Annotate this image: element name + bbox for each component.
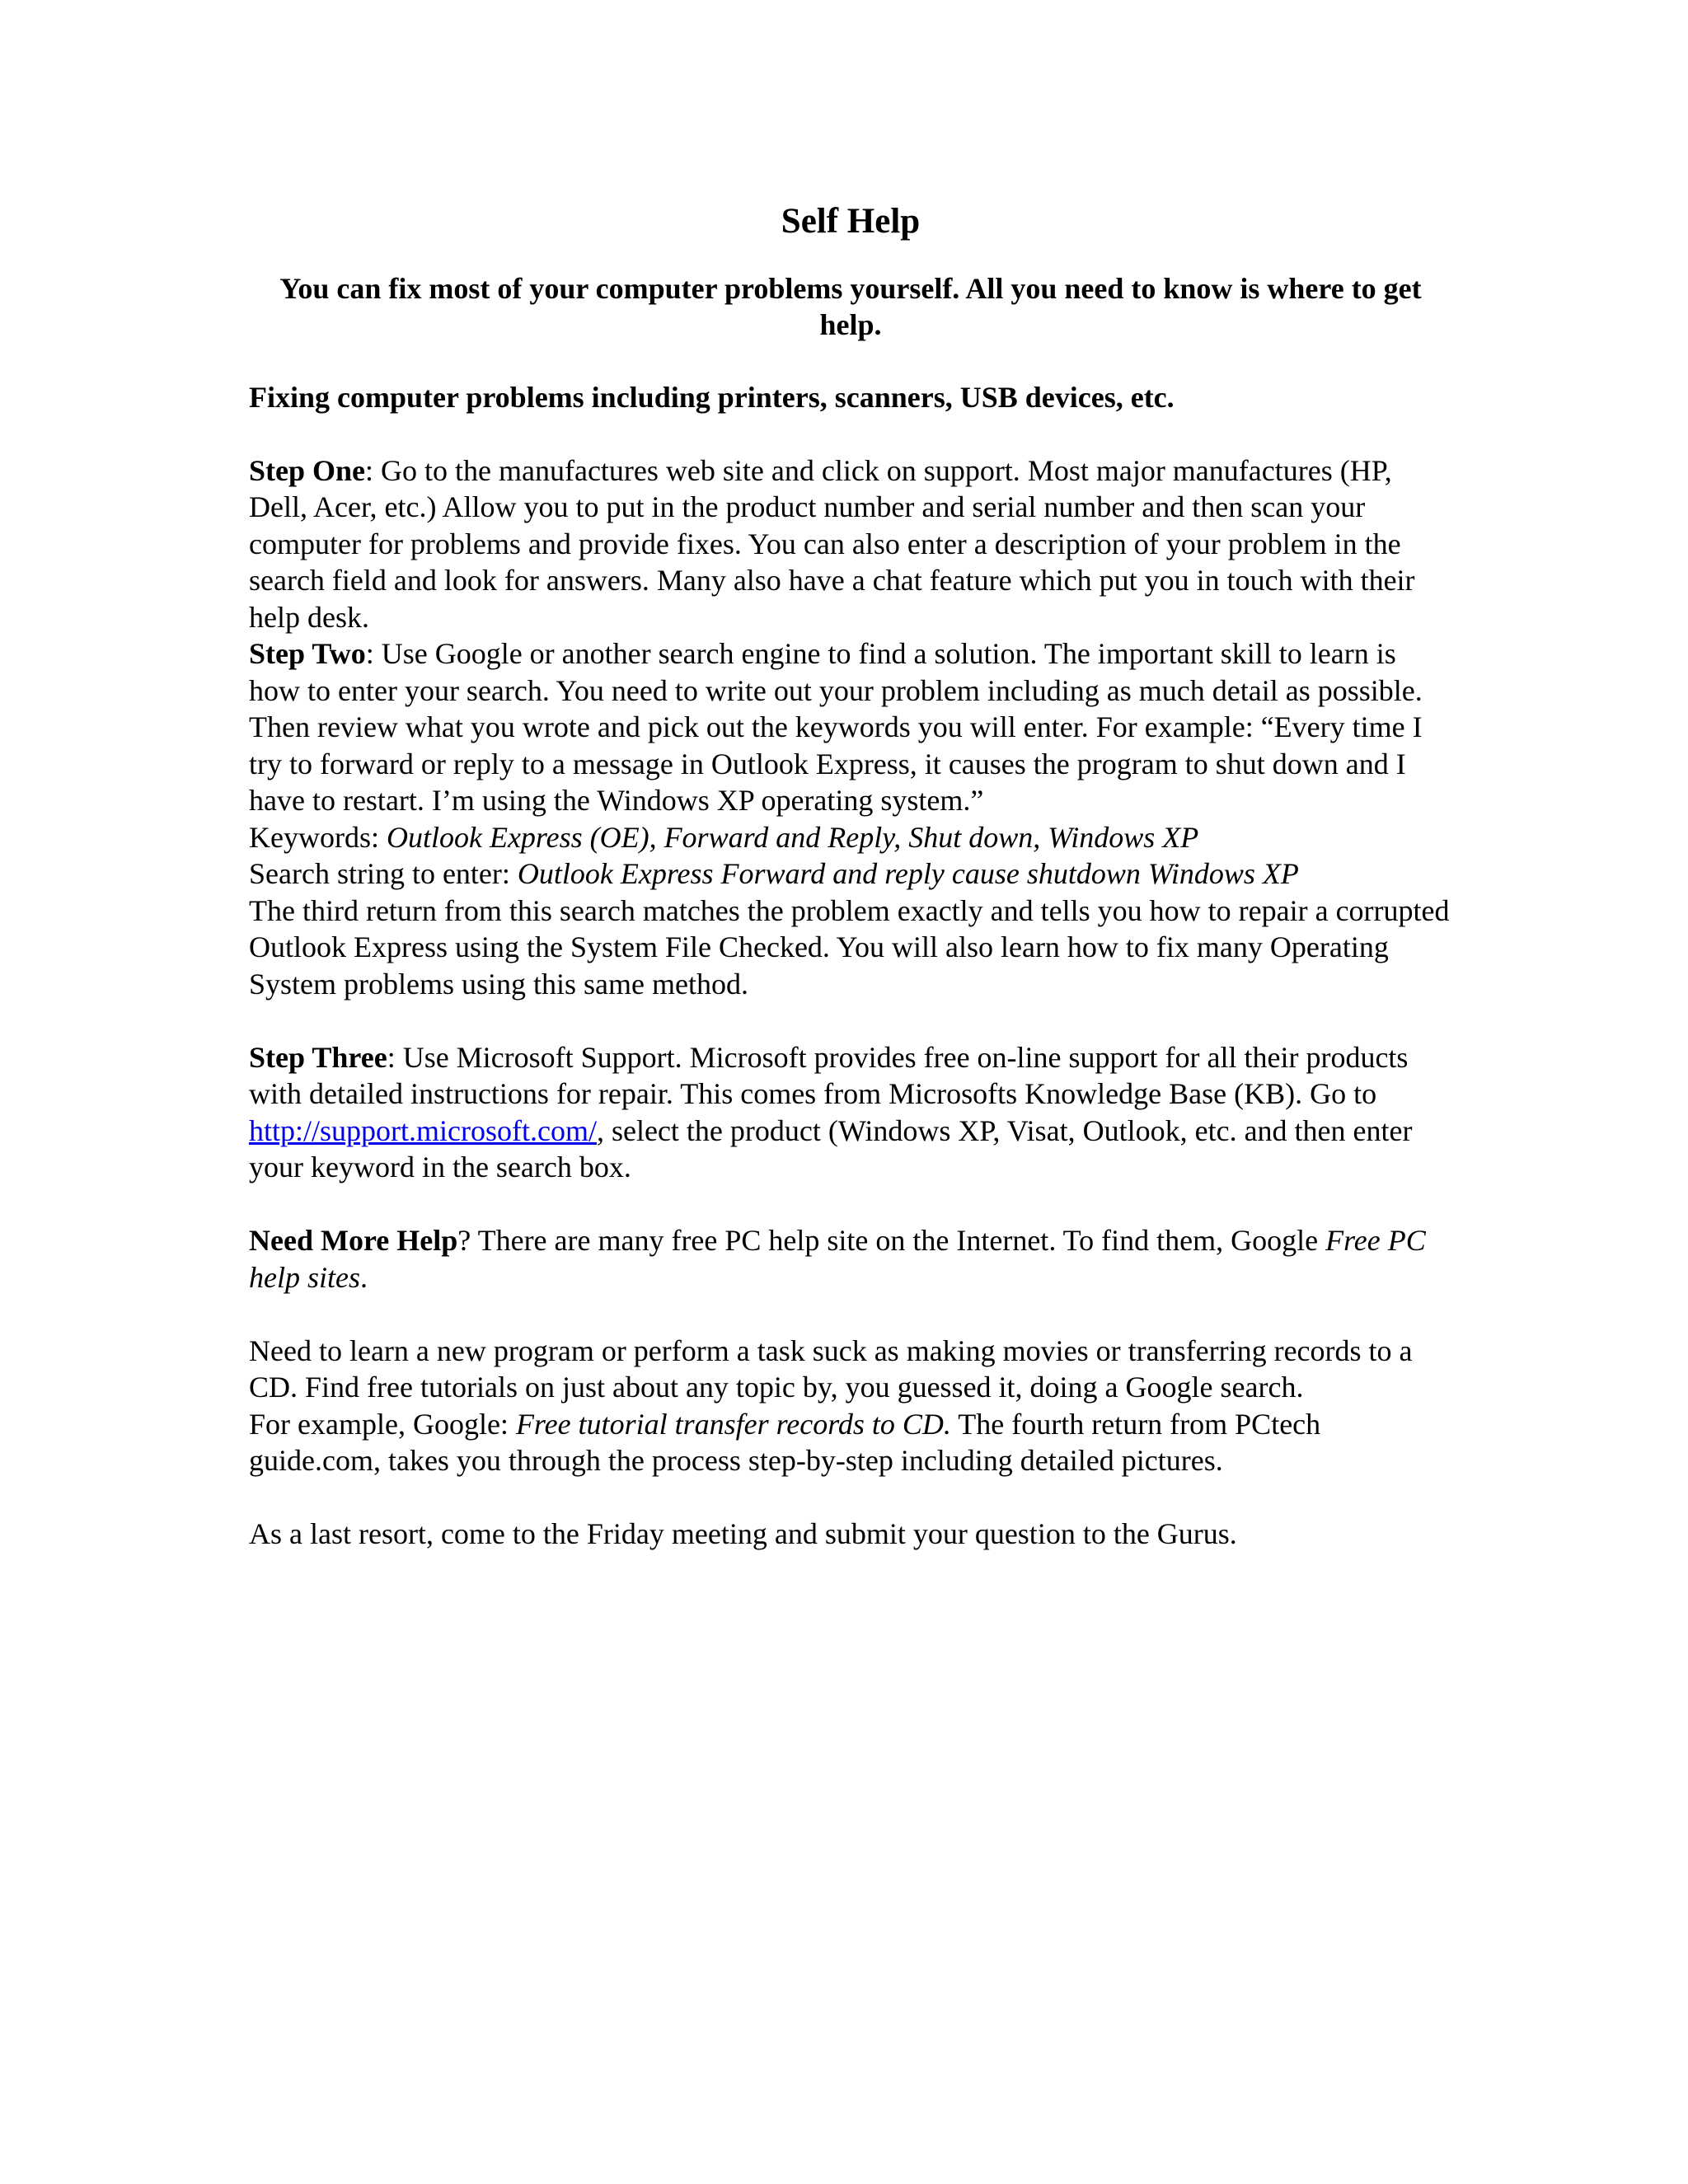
search-result-paragraph: The third return from this search matches the problem exactly and tells you how to repair a corrupted Outlook Express using the System File Checked. You will also learn how to fix many Operating System problems using this same method. xyxy=(249,893,1450,1001)
step-three-text-after: , select the product (Windows XP, Visat, Outlook, etc. and then enter your keyword in the search box. xyxy=(249,1113,1413,1183)
subtitle: You can fix most of your computer problems yourself. All you need to know is where to get help. xyxy=(279,272,1422,341)
need-more-help-end: . xyxy=(359,1260,368,1294)
last-resort-paragraph: As a last resort, come to the Friday meeting and submit your question to the Gurus. xyxy=(249,1517,1237,1550)
keywords-value: Outlook Express (OE), Forward and Reply, Shut down, Windows XP xyxy=(386,820,1199,854)
need-more-help-label: Need More Help xyxy=(249,1224,458,1257)
need-more-help-italic: Free PC help sites xyxy=(249,1224,1426,1294)
step-two-text: : Use Google or another search engine to find a solution. The important skill to learn is how to enter your search. You need to write out your problem including as much detail as possible. Then review what you wrote and pick out the keywords you will enter. For example: “Every time I try to forward or reply to a message in Outlook Express, it causes the program to shut down and I have to restart. I’m using the Windows XP operating system.” xyxy=(249,637,1423,817)
search-string-line xyxy=(249,855,1452,893)
step-two-paragraph xyxy=(249,635,1452,819)
search-string-value: Outlook Express Forward and reply cause shutdown Windows XP xyxy=(517,857,1299,890)
search-string-label: Search string to enter: xyxy=(249,857,518,890)
step-one-text: : Go to the manufactures web site and click on support. Most major manufactures (HP, Dell, Acer, etc.) Allow you to put in the product number and serial number and then scan your computer for problems and provide fixes. You can also enter a description of your problem in the search field and look for answers. Many also have a chat feature which put you in touch with their help desk. xyxy=(249,453,1415,634)
tutorials-example xyxy=(249,1406,1452,1479)
step-one-label: Step One xyxy=(249,453,366,487)
step-one-paragraph xyxy=(249,452,1452,636)
tutorials-paragraph: Need to learn a new program or perform a task suck as making movies or transferring records to a CD. Find free tutorials on just about any topic by, you guessed it, doing a Google search. xyxy=(249,1333,1413,1404)
step-three-text: : Use Microsoft Support. Microsoft provides free on-line support for all their products with detailed instructions for repair. This comes from Microsofts Knowledge Base (KB). Go to xyxy=(249,1040,1409,1110)
step-two-label: Step Two xyxy=(249,637,366,670)
need-more-help-text: ? There are many free PC help site on the Internet. To find them, Google xyxy=(457,1224,1326,1257)
need-more-help-paragraph xyxy=(249,1222,1452,1296)
keywords-label: Keywords: xyxy=(249,820,387,854)
tutorials-example-italic: Free tutorial transfer records to CD. xyxy=(515,1407,951,1441)
document-page xyxy=(249,198,1452,1553)
section-heading: Fixing computer problems including printers, scanners, USB devices, etc. xyxy=(249,381,1175,414)
tutorials-example-label: For example, Google: xyxy=(249,1407,516,1441)
step-three-label: Step Three xyxy=(249,1040,387,1074)
keywords-line xyxy=(249,819,1452,856)
tutorials-example-after: The fourth return from PCtech guide.com, takes you through the process step-by-step including detailed pictures. xyxy=(249,1407,1321,1477)
microsoft-support-link[interactable]: http://support.microsoft.com/ xyxy=(249,1113,597,1147)
step-three-paragraph xyxy=(249,1039,1452,1186)
page-title: Self Help xyxy=(781,202,921,241)
